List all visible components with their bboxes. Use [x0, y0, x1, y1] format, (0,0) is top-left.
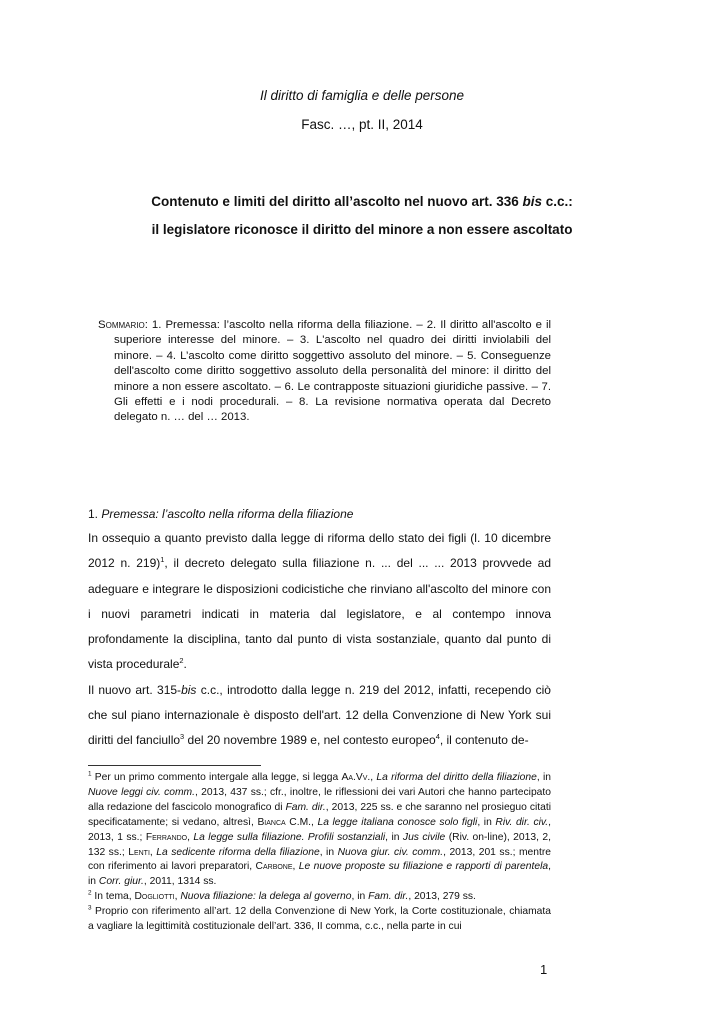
article-title-line1: Contenuto e limiti del diritto all’ascolto nel nuovo art. 336 bis c.c.:: [151, 194, 573, 209]
paragraph: Il nuovo art. 315-bis c.c., introdotto dalla legge n. 219 del 2012, infatti, recependo ciò che sul piano internazionale è disposto dell'art. 12 della Convenzione di New York sui diritti del fanciullo$^3$ del 20 novembre 1989 e, nel contesto europeo$^4$, il contenuto de-: [88, 682, 551, 748]
paragraph: In ossequio a quanto previsto dalla legge di riforma dello stato dei figli (l. 10 dicembre 2012 n. 219)$^1$, il decreto delegato sulla filiazione n. ... del ... ... 2013 provvede ad adeguare e integrare le disposizioni codicistiche che rinviano all'ascolto del minore con i nuovi parametri indicati in materia dal legislatore, e al contempo innova profondamente la disciplina, tanto dal punto di vista sostanziale, quanto dal punto di vista procedurale$^2$.: [88, 531, 552, 672]
footnote-3: $^3$ Proprio con riferimento all’art. 12 della Convenzione di New York, la Corte costituzionale, chiamata a vagliare la legittimità costituzionale dell’art. 336, II comma, c.c., nella parte in cui: [88, 904, 551, 933]
section-heading: 1. Premessa: l’ascolto nella riforma della filiazione: [88, 507, 354, 521]
footnote-separator: [88, 765, 261, 766]
summary-label: Sommario: [98, 319, 145, 331]
summary: [98, 318, 551, 426]
footnote-1: $^1$ Per un primo commento intergale alla legge, si legga Aa.Vv., La riforma del diritto della filiazione, in Nuove leggi civ. comm., 2013, 437 ss.; cfr., inoltre, le riflessioni dei vari Autori che hanno partecipato alla redazione del fascicolo monografico di Fam. dir., 2013, 225 ss. e che saranno nel prosieguo citati specificatamente; si vedano, altresì, Bianca C.M., La legge italiana conosce solo figli, in Riv. dir. civ., 2013, 1 ss.; Ferrando, La legge sulla filiazione. Profili sostanziali, in Jus civile (Riv. on-line), 2013, 2, 132 ss.; Lenti, La sedicente riforma della filiazione, in Nuova giur. civ. comm., 2013, 201 ss.; mentre con riferimento ai lavori preparatori, Carbone, Le nuove proposte su filiazione e rapporti di parentela, in Corr. giur., 2011, 1314 ss.: [88, 770, 551, 888]
footnote-ref[interactable]: 4: [435, 732, 440, 742]
footnote-ref[interactable]: 2: [179, 656, 184, 666]
summary-text: : 1. Premessa: l’ascolto nella riforma della filiazione. – 2. Il diritto all'ascolto e il superiore interesse del minore. – 3. L'ascolto nel quadro dei diritti inviolabili del minore. – 4. L’ascolto come diritto soggettivo assoluto del minore. – 5. Conseguenze dell'ascolto come diritto soggettivo assoluto della personalità del minore: il diritto del minore a non essere ascoltato. – 6. Le contrapposte situazioni giuridiche passive. – 7. Gli effetti e i nodi procedurali. – 8. La revisione normativa operata dal Decreto delegato n. … del … 2013.: [114, 319, 551, 424]
article-title-line2: il legislatore riconosce il diritto del minore a non essere ascoltato: [151, 222, 573, 237]
page-number: 1: [540, 962, 548, 977]
footnote-2: $^2$ In tema, Dogliotti, Nuova filiazione: la delega al governo, in Fam. dir., 2013, 279 ss.: [88, 889, 476, 903]
footnotes: [88, 771, 551, 935]
journal-name: Il diritto di famiglia e delle persone: [259, 88, 465, 103]
footnote-ref[interactable]: 1: [160, 555, 165, 565]
footnote-ref[interactable]: 3: [180, 732, 185, 742]
fascicle-info: Fasc. …, pt. II, 2014: [301, 117, 423, 132]
section-body: [88, 526, 551, 754]
